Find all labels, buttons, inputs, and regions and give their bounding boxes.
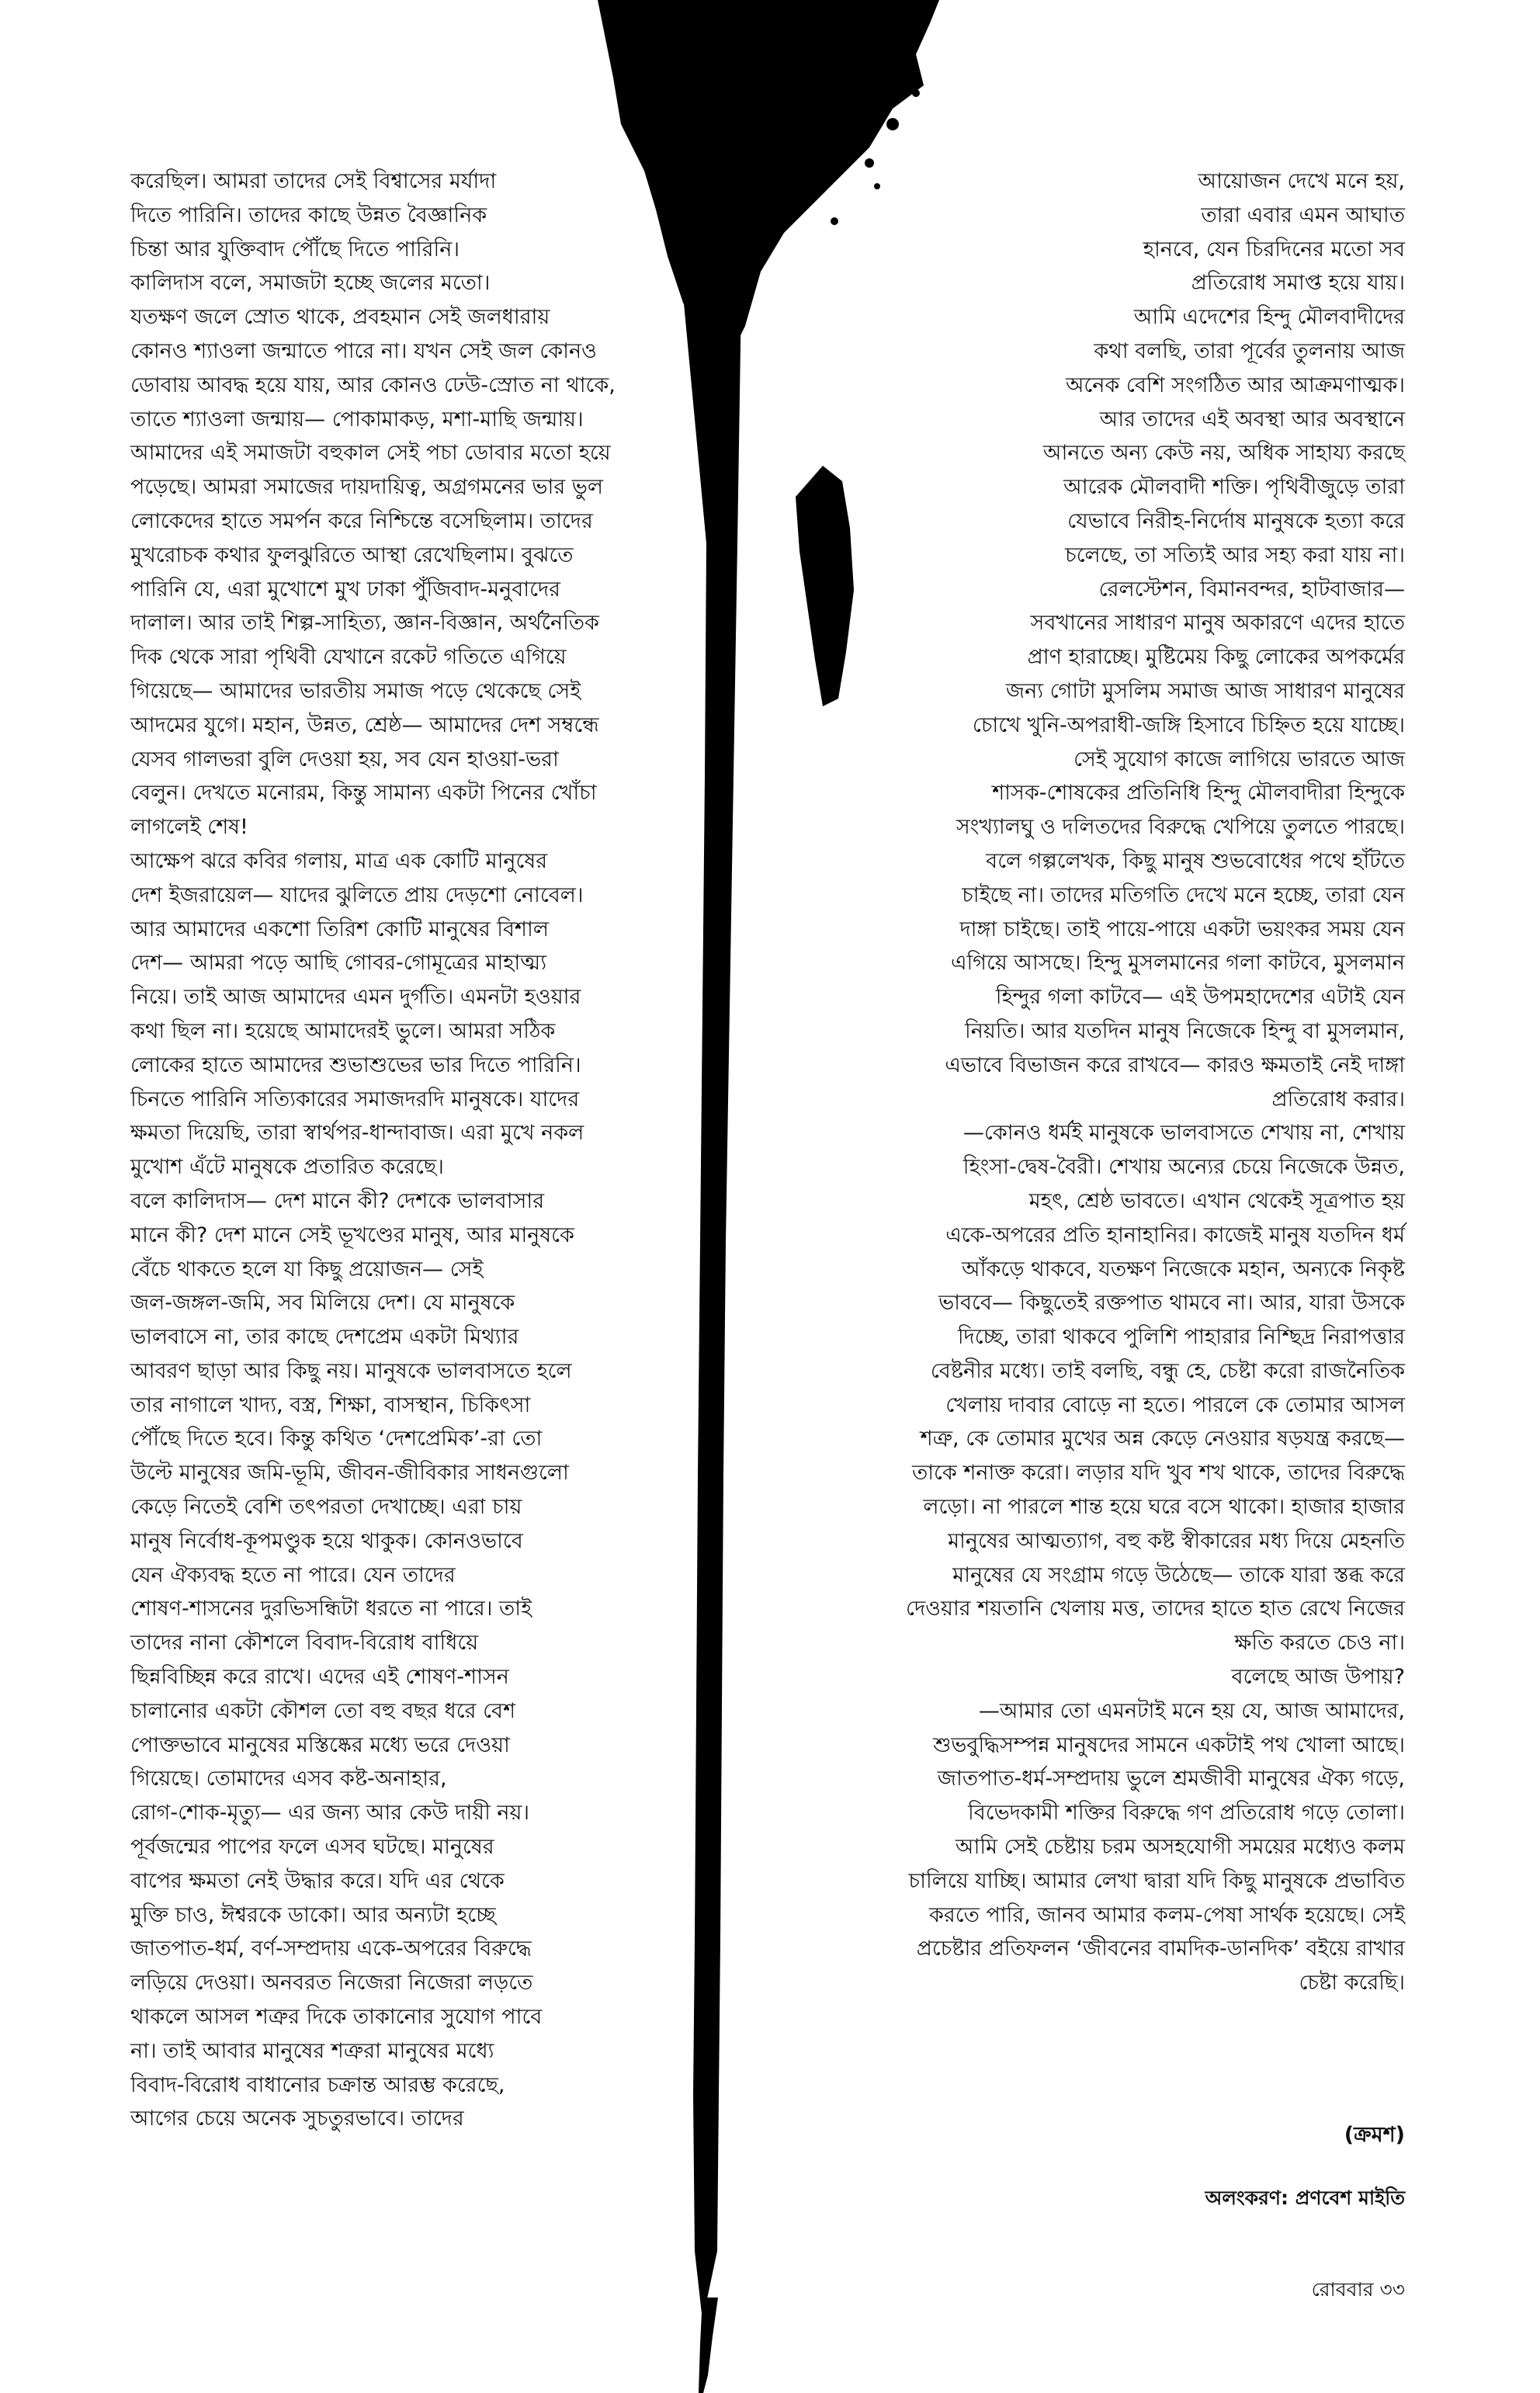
left-column-line: লাগলেই শেষ!: [130, 815, 248, 840]
right-column-line: কথা বলছি, তারা পূর্বের তুলনায় আজ: [1094, 338, 1405, 363]
right-column-line: তাকে শনাক্ত করো। লড়ার যদি খুব শখ থাকে, তাদের বিরুদ্ধে: [911, 1461, 1405, 1486]
left-column-line: যতক্ষণ জলে স্রোত থাকে, প্রবহমান সেই জলধারায়: [130, 305, 550, 330]
left-column-line: ক্ষমতা দিয়েছি, তারা স্বার্থপর-ধান্দাবাজ। এরা মুখে নকল: [130, 1121, 584, 1146]
left-column-line: দেশ— আমরা পড়ে আছি গোবর-গোমূত্রের মাহাত্ম্য: [130, 951, 547, 976]
left-column-line: পারিনি যে, এরা মুখোশে মুখ ঢাকা পুঁজিবাদ-মনুবাদের: [130, 577, 560, 602]
right-column-line: আমি এদেশের হিন্দু মৌলবাদীদের: [1133, 305, 1405, 330]
right-column-line: চাইছে না। তাদের মতিগতি দেখে মনে হচ্ছে, তারা যেন: [962, 883, 1405, 907]
right-column-line: আর তাদের এই অবস্থা আর অবস্থানে: [1099, 407, 1405, 432]
right-column-line: আরেক মৌলবাদী শক্তি। পৃথিবীজুড়ে তারা: [1063, 475, 1405, 500]
left-column-line: লোকের হাতে আমাদের শুভাশুভের ভার দিতে পারিনি।: [130, 1053, 581, 1077]
left-column-line: মানুষ নির্বোধ-কূপমণ্ডুক হয়ে থাকুক। কোনওভাবে: [130, 1528, 523, 1553]
left-column-line: জাতপাত-ধর্ম, বর্ণ-সম্প্রদায় একে-অপরের বিরুদ্ধে: [130, 1937, 532, 1961]
illustration-credit: অলংকরণ: প্রণবেশ মাইতি: [1205, 2187, 1405, 2209]
left-column-line: শোষণ-শাসনের দুরভিসন্ধিটা ধরতে না পারে। তাই: [130, 1597, 532, 1621]
left-column-line: যেন ঐক্যবদ্ধ হতে না পারে। যেন তাদের: [130, 1562, 456, 1587]
left-column-line: দালাল। আর তাই শিল্প-সাহিত্য, জ্ঞান-বিজ্ঞান, অর্থনৈতিক: [130, 611, 599, 636]
left-text-column: [130, 165, 697, 2136]
right-column-line: দেওয়ার শয়তানি খেলায় মত্ত, তাদের হাতে হাত রেখে নিজের: [906, 1597, 1405, 1621]
right-column-line: করতে পারি, জানব আমার কলম-পেষা সার্থক হয়েছে। সেই: [929, 1902, 1405, 1927]
left-column-line: কালিদাস বলে, সমাজটা হচ্ছে জলের মতো।: [130, 271, 491, 296]
left-column-line: মানে কী? দেশ মানে সেই ভূখণ্ডের মানুষ, আর মানুষকে: [130, 1223, 574, 1247]
right-column-line: হিন্দুর গলা কাটবে— এই উপমহাদেশের এটাই যেন: [995, 985, 1405, 1010]
left-column-line: পড়েছে। আমরা সমাজের দায়দায়িত্ব, অগ্রগমনের ভার ভুল: [130, 475, 603, 500]
right-column-line: প্রতিরোধ সমাপ্ত হয়ে যায়।: [1191, 271, 1405, 296]
left-column-line: পোক্তভাবে মানুষের মস্তিষ্কের মধ্যে ভরে দেওয়া: [130, 1732, 510, 1757]
right-column-line: সেই সুযোগ কাজে লাগিয়ে ভারতে আজ: [1073, 747, 1405, 772]
left-column-line: আমাদের এই সমাজটা বহুকাল সেই পচা ডোবার মতো হয়ে: [130, 441, 611, 466]
left-column-line: কোনও শ্যাওলা জন্মাতে পারে না। যখন সেই জল কোনও: [130, 338, 597, 363]
right-column-line: হিংসা-দ্বেষ-বৈরী। শেখায় অন্যের চেয়ে নিজেকে উন্নত,: [962, 1155, 1405, 1180]
right-column-line: নিয়তি। আর যতদিন মানুষ নিজেকে হিন্দু বা মুসলমান,: [965, 1018, 1405, 1043]
right-column-line: সবখানের সাধারণ মানুষ অকারণে এদের হাতে: [1030, 611, 1405, 636]
right-column-line: চেষ্টা করেছি।: [1299, 1971, 1405, 1996]
left-column-line: বাপের ক্ষমতা নেই উদ্ধার করে। যদি এর থেকে: [130, 1868, 505, 1893]
left-column-line: তাদের নানা কৌশলে বিবাদ-বিরোধ বাধিয়ে: [130, 1631, 479, 1656]
right-column-line: —কোনও ধর্মই মানুষকে ভালবাসতে শেখায় না, শেখায়: [962, 1121, 1405, 1146]
left-column-line: ভালবাসে না, তার কাছে দেশপ্রেম একটা মিথ্যার: [130, 1325, 519, 1350]
left-column-line: ছিন্নবিচ্ছিন্ন করে রাখে। এদের এই শোষণ-শাসন: [130, 1665, 509, 1690]
right-column-line: শত্রু, কে তোমার মুখের অন্ন কেড়ে নেওয়ার ষড়যন্ত্র করছে—: [920, 1427, 1405, 1451]
left-column-line: বেলুন। দেখতে মনোরম, কিন্তু সামান্য একটা পিনের খোঁচা: [130, 781, 597, 806]
left-column-line: করেছিল। আমরা তাদের সেই বিশ্বাসের মর্যাদা: [130, 169, 497, 193]
to-be-continued: (ক্রমশ): [1344, 2123, 1405, 2147]
right-column-line: ক্ষতি করতে চেও না।: [1234, 1631, 1405, 1656]
left-column-line: লড়িয়ে দেওয়া। অনবরত নিজেরা নিজেরা লড়তে: [130, 1971, 533, 1996]
left-column-line: আক্ষেপ ঝরে কবির গলায়, মাত্র এক কোটি মানুষের: [130, 848, 548, 873]
left-column-line: মুখোশ এঁটে মানুষকে প্রতারিত করেছে।: [130, 1155, 444, 1180]
right-column-line: প্রাণ হারাচ্ছে। মুষ্টিমেয় কিছু লোকের অপকর্মের: [1027, 645, 1405, 670]
left-column-line: লোকেদের হাতে সমর্পন করে নিশ্চিন্তে বসেছিলাম। তাদের: [130, 508, 593, 533]
left-column-line: পূর্বজন্মের পাপের ফলে এসব ঘটছে। মানুষের: [130, 1835, 494, 1860]
right-column-line: তারা এবার এমন আঘাত: [1201, 203, 1405, 227]
left-column-line: চিনতে পারিনি সত্যিকারের সমাজদরদি মানুষকে। যাদের: [130, 1087, 580, 1112]
right-column-line: আয়োজন দেখে মনে হয়,: [1198, 169, 1405, 193]
left-column-line: রোগ-শোক-মৃত্যু— এর জন্য আর কেউ দায়ী নয়।: [130, 1801, 530, 1826]
right-column-line: ভাববে— কিছুতেই রক্তপাত থামবে না। আর, যারা উসকে: [938, 1291, 1405, 1316]
left-column-line: চালানোর একটা কৌশল তো বহু বছর ধরে বেশ: [130, 1698, 516, 1723]
right-column-line: শুভবুদ্ধিসম্পন্ন মানুষদের সামনে একটাই পথ খোলা আছে।: [933, 1732, 1405, 1757]
left-column-line: বেঁচে থাকতে হলে যা কিছু প্রয়োজন— সেই: [130, 1257, 484, 1281]
right-column-line: —আমার তো এমনটাই মনে হয় যে, আজ আমাদের,: [978, 1698, 1405, 1723]
left-column-line: আগের চেয়ে অনেক সুচতুরভাবে। তাদের: [130, 2107, 464, 2131]
right-column-line: দাঙ্গা চাইছে। তাই পায়ে-পায়ে একটা ভয়ংকর সময় যেন: [959, 917, 1405, 942]
left-column-line: দিক থেকে সারা পৃথিবী যেখানে রকেট গতিতে এগিয়ে: [130, 645, 567, 670]
right-column-line: যেভাবে নিরীহ-নির্দোষ মানুষকে হত্যা করে: [1067, 508, 1405, 533]
right-column-line: বলে গল্পলেখক, কিছু মানুষ শুভবোধের পথে হাঁটতে: [986, 848, 1405, 873]
left-column-line: দেশ ইজরায়েল— যাদের ঝুলিতে প্রায় দেড়শো নোবেল।: [130, 883, 584, 907]
left-column-line: নিয়ে। তাই আজ আমাদের এমন দুর্গতি। এমনটা হওয়ার: [130, 985, 581, 1010]
right-column-line: খেলায় দাবার বোড়ে না হতে। পারলে কে তোমার আসল: [945, 1392, 1405, 1417]
left-column-line: কেড়ে নিতেই বেশি তৎপরতা দেখাচ্ছে। এরা চায়: [130, 1495, 522, 1520]
left-column-line: থাকলে আসল শত্রুর দিকে তাকানোর সুযোগ পাবে: [130, 2005, 543, 2030]
left-column-line: উল্টে মানুষের জমি-ভূমি, জীবন-জীবিকার সাধনগুলো: [130, 1461, 569, 1486]
left-column-line: না। তাই আবার মানুষের শত্রুরা মানুষের মধ্যে: [130, 2038, 494, 2063]
left-column-line: পৌঁছে দিতে হবে। কিন্তু কথিত ‘দেশপ্রেমিক’-রা তো: [130, 1427, 543, 1451]
left-column-line: মুক্তি চাও, ঈশ্বরকে ডাকো। আর অন্যটা হচ্ছে: [130, 1902, 496, 1927]
left-column-line: আদমের যুগে। মহান, উন্নত, শ্রেষ্ঠ— আমাদের দেশ সম্বন্ধে: [130, 713, 599, 737]
right-column-line: প্রচেষ্টার প্রতিফলন ‘জীবনের বামদিক-ডানদিক’ বইয়ে রাখার: [916, 1937, 1405, 1961]
right-column-line: বিভেদকামী শক্তির বিরুদ্ধে গণ প্রতিরোধ গড়ে তোলা।: [967, 1801, 1405, 1826]
left-column-line: বলে কালিদাস— দেশ মানে কী? দেশকে ভালবাসার: [130, 1188, 545, 1213]
right-column-line: আঁকড়ে থাকবে, যতক্ষণ নিজেকে মহান, অন্যকে নিকৃষ্ট: [962, 1257, 1405, 1281]
right-column-line: চোখে খুনি-অপরাধী-জঙ্গি হিসাবে চিহ্নিত হয়ে যাচ্ছে।: [972, 713, 1405, 737]
right-column-line: বেষ্টনীর মধ্যে। তাই বলছি, বন্ধু হে, চেষ্টা করো রাজনৈতিক: [930, 1358, 1405, 1383]
right-column-line: জাতপাত-ধর্ম-সম্প্রদায় ভুলে শ্রমজীবী মানুষের ঐক্য গড়ে,: [937, 1767, 1405, 1791]
left-column-line: ডোবায় আবদ্ধ হয়ে যায়, আর কোনও ঢেউ-স্রোত না থাকে,: [130, 373, 616, 397]
right-column-line: মানুষের যে সংগ্রাম গড়ে উঠেছে— তাকে যারা স্তব্ধ করে: [952, 1562, 1405, 1587]
right-column-line: লড়ো। না পারলে শান্ত হয়ে ঘরে বসে থাকো। হাজার হাজার: [923, 1495, 1405, 1520]
right-column-line: শাসক-শোষকের প্রতিনিধি হিন্দু মৌলবাদীরা হিন্দুকে: [992, 781, 1405, 806]
left-column-line: তাতে শ্যাওলা জন্মায়— পোকামাকড়, মশা-মাছি জন্মায়।: [130, 407, 584, 432]
left-column-line: আবরণ ছাড়া আর কিছু নয়। মানুষকে ভালবাসতে হলে: [130, 1358, 572, 1383]
right-column-line: মহৎ, শ্রেষ্ঠ ভাবতে। এখান থেকেই সূত্রপাত হয়: [1028, 1188, 1405, 1213]
right-column-line: দিচ্ছে, তারা থাকবে পুলিশি পাহারার নিশ্ছিদ্র নিরাপত্তার: [957, 1325, 1405, 1350]
right-column-line: হানবে, যেন চিরদিনের মতো সব: [1143, 237, 1405, 262]
left-column-line: দিতে পারিনি। তাদের কাছে উন্নত বৈজ্ঞানিক: [130, 203, 487, 227]
left-column-line: মুখরোচক কথার ফুলঝুরিতে আস্থা রেখেছিলাম। বুঝতে: [130, 543, 574, 567]
right-column-line: আমি সেই চেষ্টায় চরম অসহযোগী সময়ের মধ্যেও কলম: [955, 1835, 1405, 1860]
left-column-line: আর আমাদের একশো তিরিশ কোটি মানুষের বিশাল: [130, 917, 549, 942]
left-column-line: যেসব গালভরা বুলি দেওয়া হয়, সব যেন হাওয়া-ভরা: [130, 747, 559, 772]
right-column-line: বলেছে আজ উপায়?: [1231, 1665, 1405, 1690]
left-column-line: গিয়েছে— আমাদের ভারতীয় সমাজ পড়ে থেকেছে সেই: [130, 678, 581, 703]
right-column-line: চলেছে, তা সত্যিই আর সহ্য করা যায় না।: [1065, 543, 1405, 567]
right-column-line: এগিয়ে আসছে। হিন্দু মুসলমানের গলা কাটবে, মুসলমান: [951, 951, 1405, 976]
right-column-line: প্রতিরোধ করার।: [1271, 1087, 1405, 1112]
right-text-column: [768, 165, 1405, 2000]
left-column-line: চিন্তা আর যুক্তিবাদ পৌঁছে দিতে পারিনি।: [130, 237, 460, 262]
right-column-line: অনেক বেশি সংগঠিত আর আক্রমণাত্মক।: [1066, 373, 1405, 397]
left-column-line: বিবাদ-বিরোধ বাধানোর চক্রান্ত আরম্ভ করেছে,: [130, 2072, 505, 2097]
page-folio: রোববার ৩৩: [1311, 2278, 1405, 2301]
left-column-line: কথা ছিল না। হয়েছে আমাদেরই ভুলে। আমরা সঠিক: [130, 1018, 556, 1043]
right-column-line: সংখ্যালঘু ও দলিতদের বিরুদ্ধে খেপিয়ে তুলতে পারছে।: [956, 815, 1405, 840]
right-column-line: একে-অপরের প্রতি হানাহানির। কাজেই মানুষ যতদিন ধর্ম: [945, 1223, 1405, 1247]
right-column-line: আনতে অন্য কেউ নয়, অধিক সাহায্য করছে: [1042, 441, 1405, 466]
left-column-line: জল-জঙ্গল-জমি, সব মিলিয়ে দেশ। যে মানুষকে: [130, 1291, 515, 1316]
left-column-line: তার নাগালে খাদ্য, বস্ত্র, শিক্ষা, বাসস্থান, চিকিৎসা: [130, 1392, 531, 1417]
right-column-line: মানুষের আত্মত্যাগ, বহু কষ্ট স্বীকারের মধ্য দিয়ে মেহনতি: [948, 1528, 1405, 1553]
right-column-line: রেলস্টেশন, বিমানবন্দর, হাটবাজার—: [1098, 577, 1405, 602]
left-column-line: গিয়েছে। তোমাদের এসব কষ্ট-অনাহার,: [130, 1767, 447, 1791]
right-column-line: চালিয়ে যাচ্ছি। আমার লেখা দ্বারা যদি কিছু মানুষকে প্রভাবিত: [908, 1868, 1405, 1893]
right-column-line: এভাবে বিভাজন করে রাখবে— কারও ক্ষমতাই নেই দাঙ্গা: [945, 1053, 1405, 1077]
right-column-line: জন্য গোটা মুসলিম সমাজ আজ সাধারণ মানুষের: [1005, 678, 1405, 703]
